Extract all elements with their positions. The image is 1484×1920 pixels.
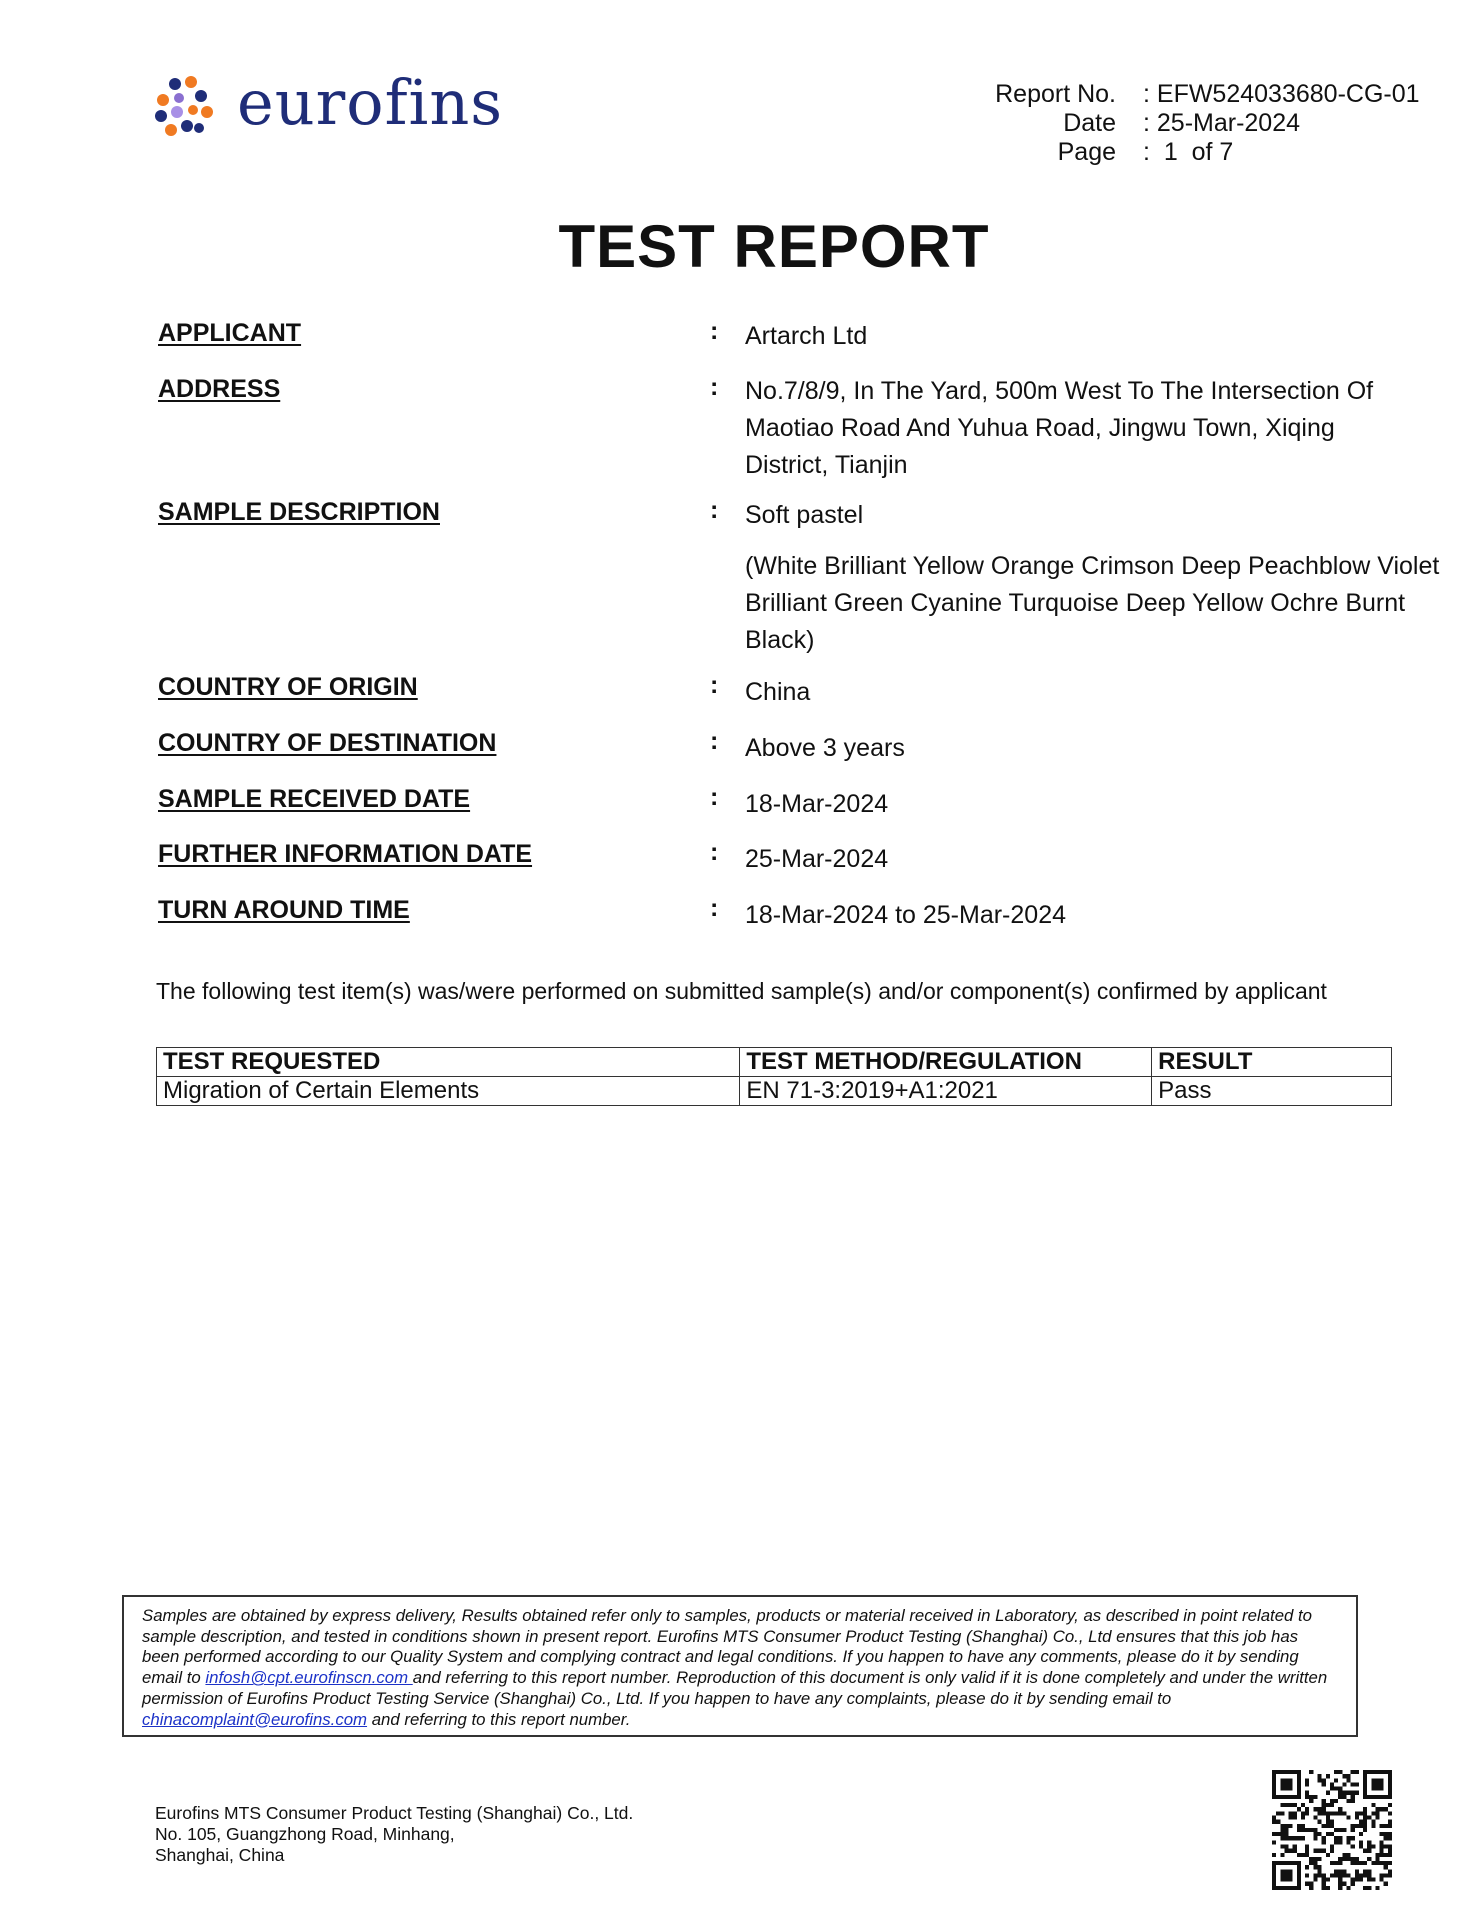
sample-description-value: Soft pastel	[745, 501, 864, 529]
sample-received-date-colon: :	[710, 783, 719, 811]
eurofins-logo	[155, 66, 504, 142]
turn-around-time-colon: :	[710, 894, 719, 922]
cell-test-method: EN 71-3:2019+A1:2021	[740, 1077, 1152, 1106]
disclaimer-text-2: and referring to this report number. Reproduction of this document is only valid if it is done completely and under the written permission of Eurofins Product Testing Service (Shanghai) Co., Ltd. If you happen to have any complaints, please do it by sending email to	[142, 1668, 1328, 1708]
country-of-origin-value: China	[745, 678, 811, 706]
sample-received-date-label: SAMPLE RECEIVED DATE	[158, 785, 471, 813]
date-label: Date	[1063, 109, 1116, 137]
applicant-label: APPLICANT	[158, 319, 302, 347]
cell-result: Pass	[1152, 1077, 1392, 1106]
sample-description-label: SAMPLE DESCRIPTION	[158, 498, 440, 526]
address-colon: :	[710, 373, 719, 401]
results-table-header-row	[157, 1048, 1392, 1077]
col-header-result: RESULT	[1152, 1048, 1392, 1077]
country-of-origin-label: COUNTRY OF ORIGIN	[158, 673, 418, 701]
page-title: TEST REPORT	[558, 213, 990, 280]
address-value: No.7/8/9, In The Yard, 500m West To The Intersection Of Maotiao Road And Yuhua Road, Jingwu Town, Xiqing District, Tianjin	[745, 377, 1374, 479]
further-information-date-label: FURTHER INFORMATION DATE	[158, 840, 533, 868]
complaint-email-link[interactable]: chinacomplaint@eurofins.com	[142, 1709, 368, 1729]
sample-description-detail: (White Brilliant Yellow Orange Crimson Deep Peachblow Violet Brilliant Green Cyanine Turquoise Deep Yellow Ochre Burnt Black)	[745, 552, 1440, 654]
disclaimer-text-3: and referring to this report number.	[367, 1709, 631, 1729]
cell-test-requested: Migration of Certain Elements	[157, 1077, 740, 1106]
date-value: : 25-Mar-2024	[1143, 109, 1301, 137]
country-of-destination-value: Above 3 years	[745, 734, 905, 762]
country-of-destination-colon: :	[710, 727, 719, 755]
intro-text: The following test item(s) was/were performed on submitted sample(s) and/or component(s) confirmed by applicant	[156, 978, 1327, 1004]
sample-description-colon: :	[710, 496, 719, 524]
address-label: ADDRESS	[158, 375, 281, 403]
applicant-colon: :	[710, 317, 719, 345]
col-header-test-method: TEST METHOD/REGULATION	[740, 1048, 1152, 1077]
further-information-date-colon: :	[710, 838, 719, 866]
footer-company: Eurofins MTS Consumer Product Testing (Shanghai) Co., Ltd.	[155, 1803, 634, 1823]
eurofins-logo-mark-icon	[155, 76, 227, 144]
report-no-label: Report No.	[995, 80, 1116, 108]
results-table	[156, 1047, 1392, 1106]
disclaimer-box	[122, 1595, 1358, 1737]
infosh-email-link[interactable]: infosh@cpt.eurofinscn.com	[205, 1668, 413, 1688]
report-meta-values	[1143, 80, 1420, 167]
report-no-value: : EFW524033680-CG-01	[1143, 80, 1420, 108]
country-of-origin-colon: :	[710, 671, 719, 699]
country-of-destination-label: COUNTRY OF DESTINATION	[158, 729, 497, 757]
footer-address	[155, 1803, 633, 1866]
col-header-test-requested: TEST REQUESTED	[157, 1048, 740, 1077]
logo-wordmark: eurofins	[237, 66, 504, 139]
turn-around-time-value: 18-Mar-2024 to 25-Mar-2024	[745, 901, 1066, 929]
page-label: Page	[1057, 138, 1116, 166]
footer-city: Shanghai, China	[155, 1845, 285, 1865]
sample-received-date-value: 18-Mar-2024	[745, 790, 889, 818]
turn-around-time-label: TURN AROUND TIME	[158, 896, 410, 924]
table-row	[157, 1077, 1392, 1106]
page-value: : 1 of 7	[1143, 138, 1234, 166]
disclaimer-text-1: Samples are obtained by express delivery, Results obtained refer only to samples, products or material received in Laboratory, as described in point related to sample description, and tested in conditions shown in present report. Eurofins MTS Consumer Product Testing (Shanghai) Co., Ltd ensures that this job has been performed according to our Quality System and complying contract and legal conditions. If you happen to have any comments, please do it by sending email to	[142, 1606, 1313, 1688]
qr-code-icon	[1272, 1770, 1392, 1890]
applicant-value: Artarch Ltd	[745, 322, 868, 350]
footer-street: No. 105, Guangzhong Road, Minhang,	[155, 1824, 455, 1844]
report-meta-labels	[995, 80, 1116, 167]
further-information-date-value: 25-Mar-2024	[745, 845, 889, 873]
